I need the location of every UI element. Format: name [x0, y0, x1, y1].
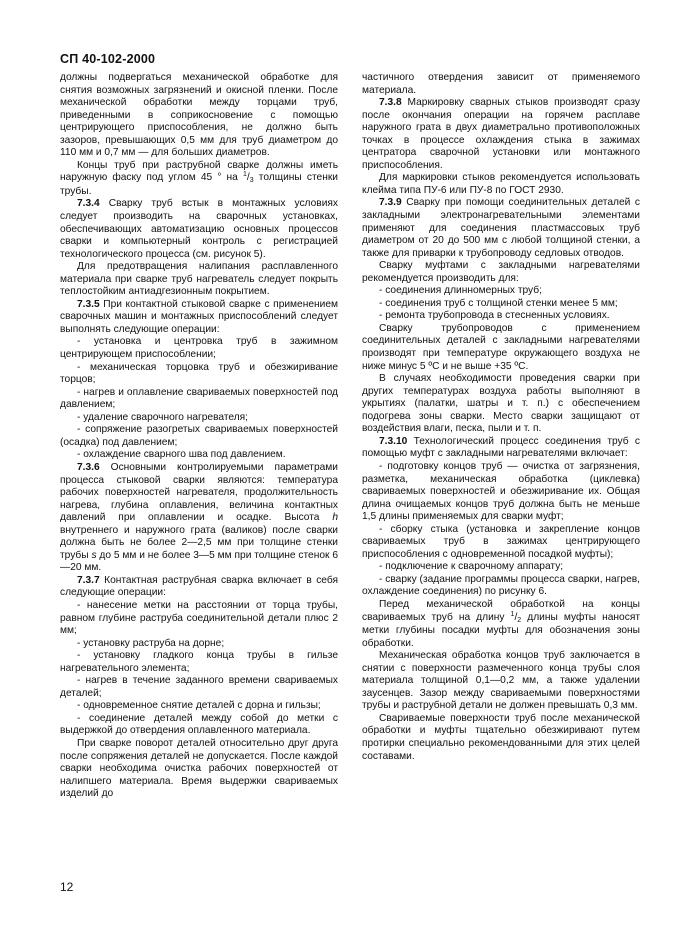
- section-number: 7.3.8: [379, 97, 402, 109]
- paragraph: частичного отвердения зависит от применяемого материала.: [362, 72, 640, 96]
- paragraph: Для маркировки стыков рекомендуется использовать клейма типа ПУ-6 или ПУ-8 по ГОСТ 2930.: [362, 172, 640, 196]
- paragraph: Сварку муфтами с закладными нагревателями рекомендуется производить для:: [362, 260, 640, 284]
- list-item: - сопряжение разогретых свариваемых поверхностей (осадка) под давлением;: [60, 424, 338, 448]
- section-number: 7.3.5: [77, 298, 100, 310]
- list-item: - нанесение метки на расстоянии от торца трубы, равном глубине раструба соединительной детали плюс 2 мм;: [60, 599, 338, 637]
- section-number: 7.3.10: [379, 435, 408, 447]
- left-column: [60, 72, 338, 801]
- paragraph: Сварку трубопроводов с применением соединительных деталей с закладными нагревателями производят при температуре окружающего воздуха не ниже минус 5 ºС и не выше +35 ºС.: [362, 322, 640, 372]
- right-column: [362, 72, 640, 763]
- paragraph: должны подвергаться механической обработке для снятия возможных загрязнений и окисной пленки. После механической обработки между торцами труб, приведенными в соприкосновение с помощью центрирующего приспособления, не должно быть зазоров, превышающих 0,5 мм для труб диаметром до 110 мм и 0,7 мм — для больших диаметров.: [60, 72, 338, 159]
- section-number: 7.3.6: [77, 461, 100, 473]
- section-7-3-10: 7.3.10 Технологический процесс соединения труб с помощью муфт с закладными нагревателями включает:: [362, 435, 640, 460]
- list-item: - соединения труб с толщиной стенки менее 5 мм;: [379, 297, 618, 309]
- list-item: - соединение деталей между собой до метки с выдержкой до отвердения оплавленного материала.: [60, 712, 338, 737]
- list-item: - установку гладкого конца трубы в гильзе нагревательного элемента;: [60, 650, 338, 674]
- paragraph: Для предотвращения налипания расплавленного материала при сварке труб нагреватель следует покрыть теплостойким антиадгезионным покрытием.: [60, 261, 338, 298]
- document-code-header: СП 40-102-2000: [60, 52, 156, 66]
- section-number: 7.3.9: [379, 197, 402, 209]
- list-item: - подготовку концов труб — очистка от загрязнения, разметка, механическая обработка (циклевка) свариваемых поверхностей и обезжиривание их. Общая длина очищаемых концов труб должна быть не меньше 1,5 длины применяемых для сварки муфт;: [362, 460, 640, 523]
- section-7-3-6: 7.3.6 Основными контролируемыми параметрами процесса стыковой сварки являются: температура рабочих поверхностей нагревателя, продолжительность нагрева, глубина оплавления, величина контактных давлений при оплавлении и осадке. Высота h внутреннего и наружного грата (валиков) после сварки должна быть не более 2—2,5 мм при толщине стенки трубы s до 5 мм и не более 3—5 мм при толщине стенок 6—20 мм.: [60, 461, 338, 574]
- list-item: - одновременное снятие деталей с дорна и гильзы;: [77, 700, 321, 712]
- section-7-3-9: 7.3.9 Сварку при помощи соединительных деталей с закладными электронагревательными элементами применяют для соединения пластмассовых труб диаметром от 20 до 500 мм с любой толщиной стенки, а также для приварки к трубопроводу седловых отводов.: [362, 197, 640, 259]
- list-item: - сборку стыка (установка и закрепление концов свариваемых труб в зажимах центрирующего приспособления с одновременной посадкой муфты);: [362, 523, 640, 560]
- page-number: 12: [60, 880, 74, 894]
- section-7-3-5: 7.3.5 При контактной стыковой сварке с применением сварочных машин и монтажных приспособлений следует выполнять следующие операции:: [60, 298, 338, 335]
- list-item: - механическая торцовка труб и обезжиривание торцов;: [60, 361, 338, 386]
- paragraph-chamfer: Концы труб при раструбной сварке должны иметь наружную фаску под углом 45 ° на $^1/_3$ толщины стенки трубы.: [60, 159, 338, 197]
- list-item: - нагрев и оплавление свариваемых поверхностей под давлением;: [60, 386, 338, 411]
- list-item: - соединения длинномерных труб;: [379, 285, 542, 297]
- list-item: - удаление сварочного нагревателя;: [77, 411, 249, 423]
- list-item: - подключение к сварочному аппарату;: [379, 561, 564, 573]
- list-item: - сварку (задание программы процесса сварки, нагрев, охлаждение соединения) по рисунку 6.: [362, 573, 640, 598]
- list-item: - ремонта трубопровода в стесненных условиях.: [379, 310, 610, 322]
- list-item: - установку раструба на дорне;: [77, 637, 225, 649]
- paragraph: Свариваемые поверхности труб после механической обработки и муфты тщательно обезжиривают путем протирки специально рекомендованными для этих целей составами.: [362, 712, 640, 762]
- paragraph: При сварке поворот деталей относительно друг друга после сопряжения деталей не допускается. После каждой сварки необходима очистка рабочих поверхностей от налипшего материала. Время выдержки свариваемых изделий до: [60, 737, 338, 800]
- list-item: - нагрев в течение заданного времени свариваемых деталей;: [60, 675, 338, 699]
- list-item: - охлаждение сварного шва под давлением.: [77, 449, 286, 461]
- paragraph: Механическая обработка концов труб заключается в снятии с поверхности размеченного конца трубы слоя материала толщиной 0,1—0,2 мм, а также удалении заусенцев. Зазор между свариваемыми поверхностями трубы и раструбной детали не должен превышать 0,3 мм.: [362, 650, 640, 712]
- paragraph-marking: Перед механической обработкой на концы свариваемых труб на длину $^1/_2$ длины муфты наносят метки глубины посадки муфты для обозначения зоны обработки.: [362, 598, 641, 649]
- list-item: - установка и центровка труб в зажимном центрирующем приспособлении;: [60, 336, 338, 361]
- paragraph: В случаях необходимости проведения сварки при других температурах воздуха работы выполняют в укрытиях (палатки, шатры и т. п.) с обеспечением подогрева зоны сварки. Место сварки защищают от воздействия влаги, песка, пыли и т. п.: [362, 373, 640, 435]
- section-7-3-8: 7.3.8 Маркировку сварных стыков производят сразу после окончания операции на горячем расплаве наружного грата в двух диаметрально противоположных точках в процессе охлаждения стыка в зажимах центратора сварочной установки или монтажного приспособления.: [362, 97, 640, 171]
- section-number: 7.3.7: [77, 574, 100, 586]
- section-7-3-7: 7.3.7 Контактная раструбная сварка включает в себя следующие операции:: [60, 574, 338, 599]
- section-7-3-4: 7.3.4 Сварку труб встык в монтажных условиях следует производить на сварочных установках, обеспечивающих автоматизацию основных процессов сварки и компьютерный контроль с регистрацией технологического процесса (см. рисунок 5).: [60, 198, 338, 260]
- section-number: 7.3.4: [77, 198, 100, 210]
